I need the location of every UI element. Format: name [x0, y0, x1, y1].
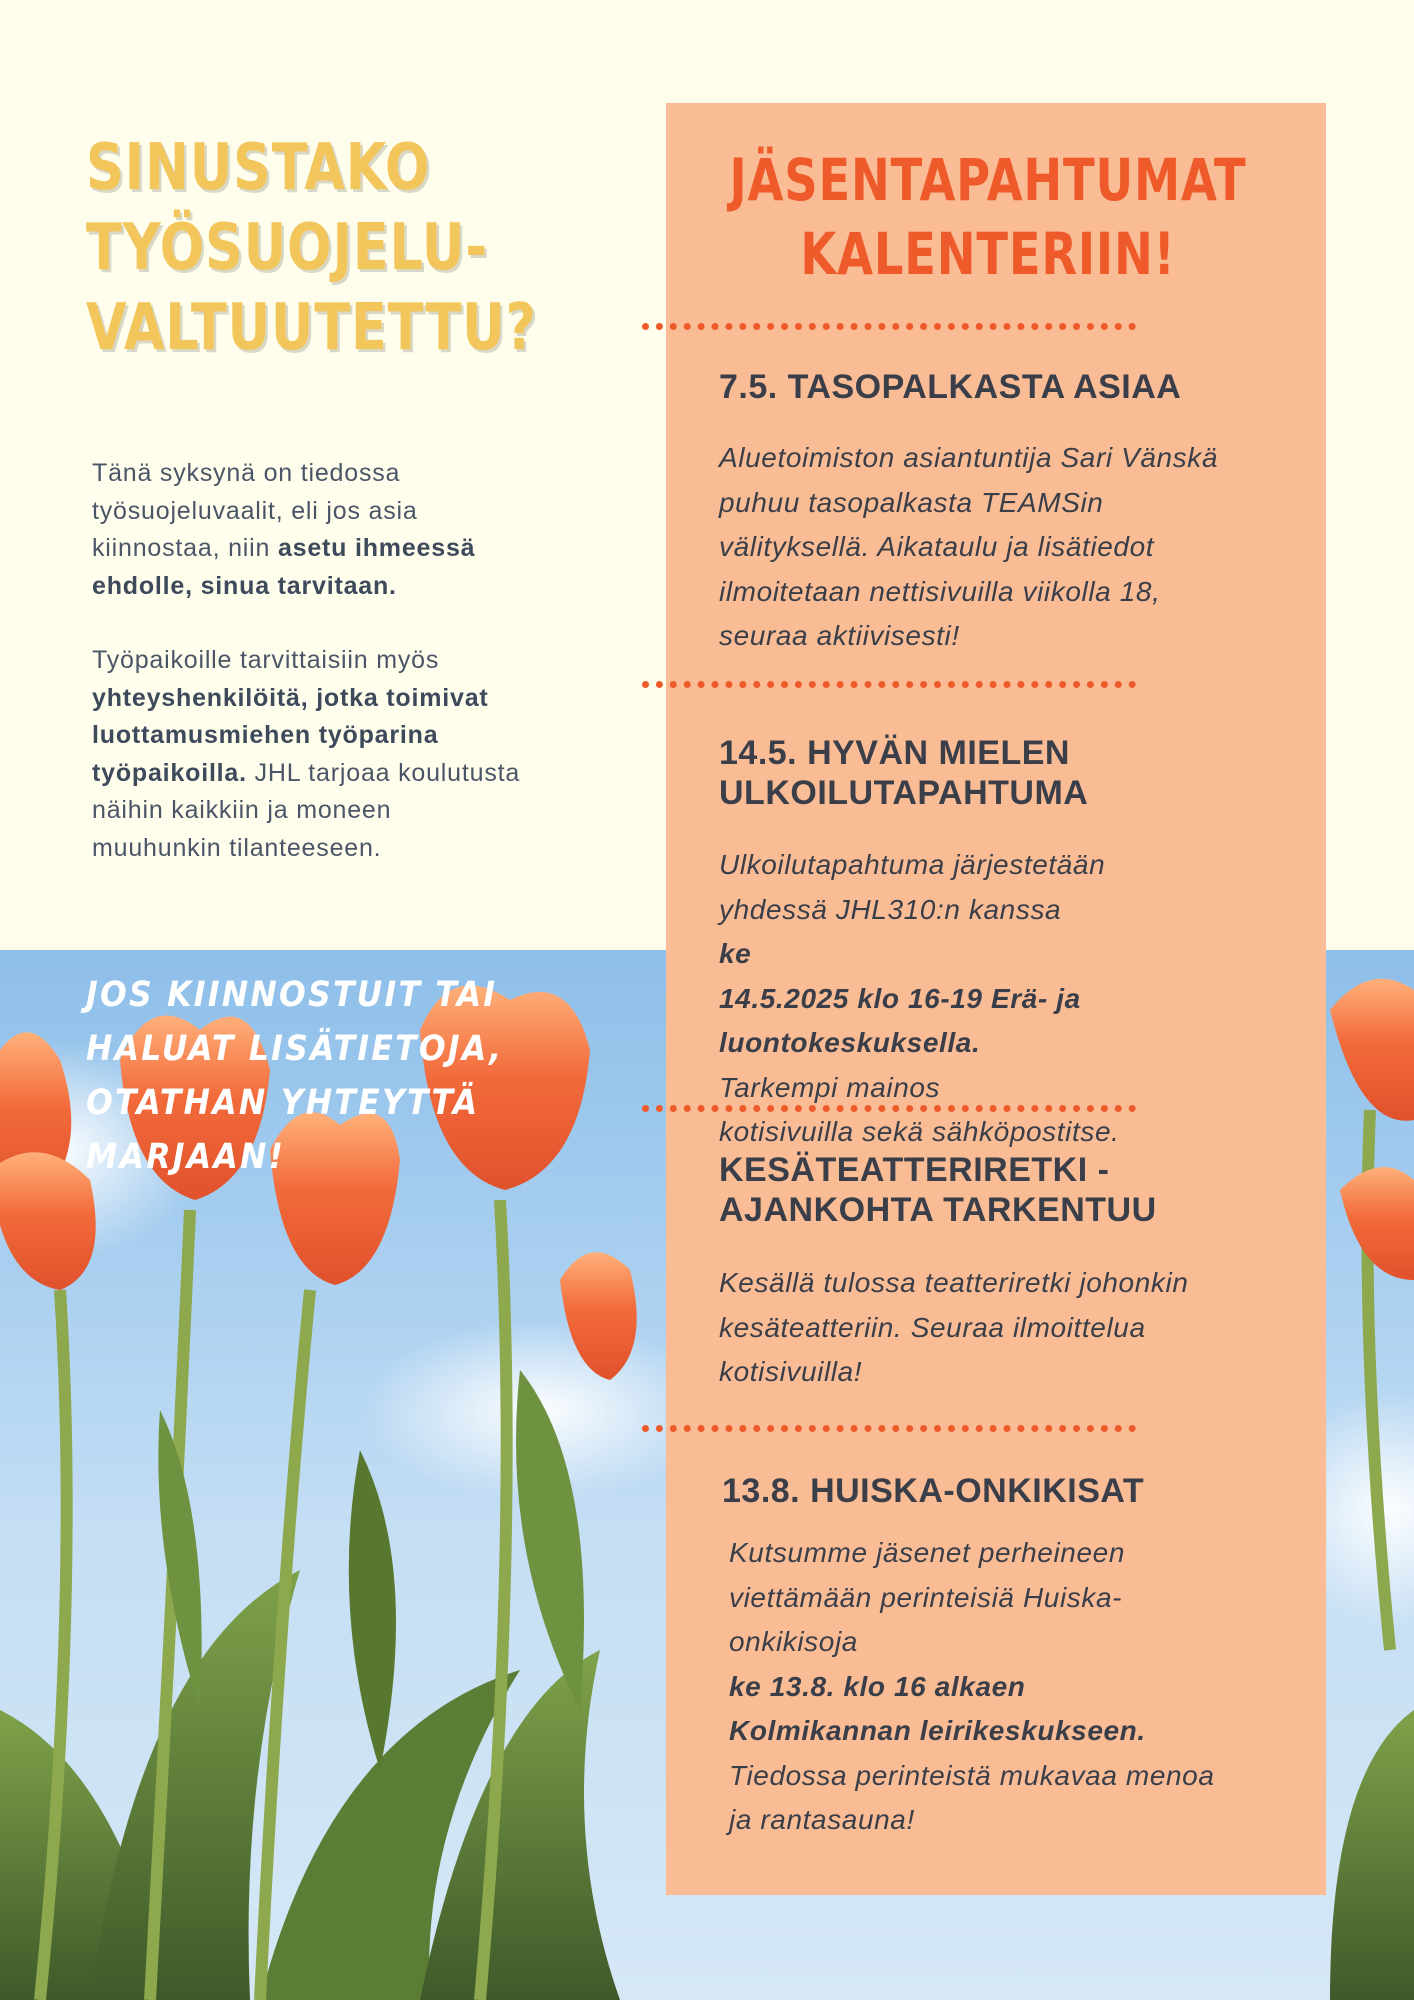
event-1-body-line-2: puhuu tasopalkasta TEAMSin [719, 486, 1104, 518]
event-2-body-line-4a: luontokeskuksella. [719, 1027, 981, 1058]
intro-paragraph-2 [92, 642, 602, 867]
intro-p1-bold-1: asetu ihmeessä [277, 534, 476, 562]
event-4-body-line-6: ja rantasauna! [729, 1804, 915, 1835]
intro-p2-line-2: JHL tarjoaa koulutusta [246, 758, 521, 787]
headline-line-1: SINUSTAKO [86, 131, 431, 205]
event-4-body-line-3a: onkikisoja [729, 1626, 858, 1657]
event-body-3 [719, 1261, 1289, 1395]
event-2-body-line-5: kotisivuilla sekä sähköpostitse. [719, 1116, 1120, 1147]
event-3-title-line-2: AJANKOHTA TARKENTUU [719, 1191, 1157, 1229]
contact-line-1: JOS KIINNOSTUIT TAI [86, 975, 498, 1015]
headline-line-2: TYÖSUOJELU- [86, 211, 488, 285]
event-3-body-line-2: kesäteatteriin. Seuraa ilmoittelua [719, 1311, 1146, 1343]
intro-p1-bold-2: ehdolle, sinua tarvitaan. [92, 571, 397, 600]
event-4-body-line-2: viettämään perinteisiä Huiska- [729, 1581, 1123, 1613]
panel-title-line-2: KALENTERIIN! [800, 220, 1176, 288]
intro-p2-bold-3: työpaikoilla. [92, 758, 247, 787]
event-2-title-line-2: ULKOILUTAPAHTUMA [719, 774, 1089, 812]
contact-line-4: MARJAAN! [86, 1137, 286, 1177]
event-body-2 [719, 843, 1289, 1155]
intro-p2-line-3: näihin kaikkiin ja moneen [92, 796, 392, 824]
event-4-body-line-1: Kutsumme jäsenet perheineen [729, 1537, 1125, 1568]
event-title-3 [719, 1150, 1279, 1230]
event-2-body-line-4b: Tarkempi mainos [719, 1071, 941, 1103]
event-3-body-line-1: Kesällä tulossa teatteriretki johonkin [719, 1267, 1189, 1298]
event-2-body-line-1: Ulkoilutapahtuma järjestetään [719, 849, 1106, 880]
event-4-body-line-3b: ke 13.8. klo 16 alkaen [729, 1670, 1026, 1702]
event-1-body-line-3: välityksellä. Aikataulu ja lisätiedot [719, 531, 1155, 562]
event-2-body-line-2b: ke [719, 938, 752, 969]
intro-p1-line-1: Tänä syksynä on tiedossa [92, 459, 401, 487]
contact-line-2: HALUAT LISÄTIETOJA, [86, 1029, 504, 1069]
contact-line-3: OTATHAN YHTEYTTÄ [86, 1083, 480, 1123]
panel-title-line-1: JÄSENTAPAHTUMAT [729, 146, 1247, 214]
panel-title [724, 143, 1252, 291]
event-body-1 [719, 436, 1289, 659]
event-body-4 [729, 1531, 1299, 1843]
event-1-body-line-4: ilmoitetaan nettisivuilla viikolla 18, [719, 575, 1161, 607]
contact-callout [86, 968, 590, 1184]
event-3-body-line-3: kotisivuilla! [719, 1356, 863, 1387]
event-title-1 [719, 367, 1279, 407]
headline [86, 128, 537, 368]
intro-paragraph-1 [92, 455, 602, 605]
event-4-body-line-3 [729, 1620, 1299, 1709]
intro-p2-bold-2: luottamusmiehen työparina [92, 721, 439, 749]
intro-p2-line-1: Työpaikoille tarvittaisiin myös [92, 646, 440, 674]
event-4-title-line-1: 13.8. HUISKA-ONKIKISAT [722, 1472, 1145, 1510]
intro-p1-line-3: kiinnostaa, niin [92, 534, 278, 562]
intro-p2-line-4: muuhunkin tilanteeseen. [92, 833, 382, 862]
event-4-body-line-5: Tiedossa perinteistä mukavaa menoa [729, 1759, 1215, 1791]
intro-p2-bold-1: yhteyshenkilöitä, jotka toimivat [92, 683, 489, 712]
event-4-body-line-4: Kolmikannan leirikeskukseen. [729, 1715, 1146, 1746]
event-2-body-line-3: 14.5.2025 klo 16-19 Erä- ja [719, 982, 1081, 1014]
divider-2 [642, 681, 1136, 688]
intro-p1-line-2: työsuojeluvaalit, eli jos asia [92, 496, 418, 525]
event-2-title-line-1: 14.5. HYVÄN MIELEN [719, 734, 1070, 772]
headline-line-3: VALTUUTETTU? [86, 291, 537, 365]
event-1-title-line-1: 7.5. TASOPALKASTA ASIAA [719, 368, 1182, 406]
event-title-4 [722, 1471, 1282, 1511]
event-2-body-line-4 [719, 1021, 1289, 1110]
event-1-body-line-1: Aluetoimiston asiantuntija Sari Vänskä [719, 442, 1219, 473]
intro-text [92, 455, 602, 904]
event-1-body-line-5: seuraa aktiivisesti! [719, 620, 960, 651]
event-2-body-line-2 [719, 888, 1289, 977]
divider-1 [642, 323, 1136, 330]
divider-4 [642, 1425, 1136, 1432]
event-title-2 [719, 733, 1279, 813]
event-3-title-line-1: KESÄTEATTERIRETKI - [719, 1151, 1110, 1189]
event-2-body-line-2a: yhdessä JHL310:n kanssa [719, 893, 1062, 925]
